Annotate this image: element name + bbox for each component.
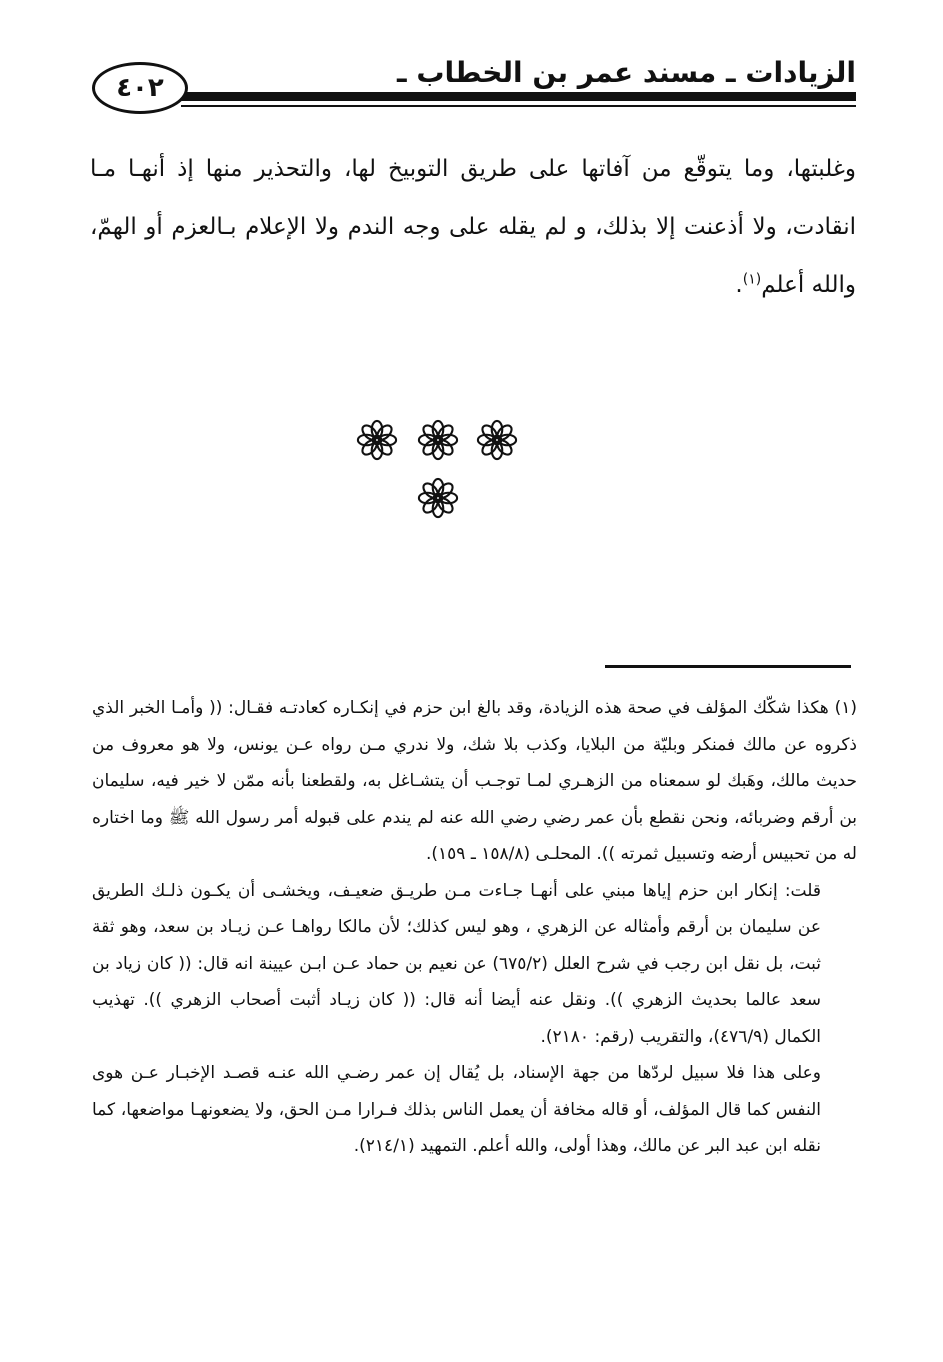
period: . — [735, 272, 743, 298]
page-header — [88, 52, 856, 122]
footnote-1-comment: قلت: إنكار ابن حزم إياها مبني على أنهـا جـاءت مـن طريـق ضعيـف، ويخشـى أن يكـون ذلـك الطريق عن سليمان بن أرقم وأمثاله عن الزهري ، وهو ليس كذلك؛ لأن مالكا رواهـا عـن زيـاد بن سعد، وهو ثقة ثبت، بل نقل ابن رجب في شرح العلل (٦٧٥/٢) عن نعيم بن حماد عـن ابـن عيينة انه قال: (( كان زياد بن سعد عالما بحديث الزهري )). ونقل عنه أيضا أنه قال: (( كان زيـاد أثبت أصحاب الزهري )). تهذيب الكمال (٤٧٦/٩)، والتقريب (رقم: ٢١٨٠). — [92, 880, 822, 1047]
flower-ornament-icon — [356, 419, 398, 461]
main-paragraph-text: وغلبتها، وما يتوقّع من آفاتها على طريق التوبيخ لها، والتحذير منها إذ أنهـا مـا انقادت، ولا أذعنت إلا بذلك، و لم يقله على وجه الندم ولا الإعلام بـالعزم أو الهمّ، والله أعلم — [90, 156, 856, 298]
section-ornaments — [350, 415, 530, 525]
footnote-1: (١) هكذا شكّك المؤلف في صحة هذه الزيادة، وقد بالغ ابن حزم في إنكـاره كعادتـه فقـال: (( وأمـا الخبر الذي ذكروه عن مالك فمنكر وبليّة من البلايا، وكذب بلا شك، ولا ندري مـن رواه عـن يونس، ولا هو معروف من حديث مالك، وهَبك لو سمعناه من الزهـري لمـا توجـب أن يتشـاغل به، ولقطعنا بأنه ممّن لا خير فيه، سليمان بن أرقم وضربائه، ونحن نقطع بأن عمر رضي رضي الله عنه لم يندم على قبوله أمر رسول الله ﷺ وما اختاره له من تحبيس أرضه وتسبيل ثمرته )). المحلـى (١٥٨/٨ ـ ١٥٩). — [92, 698, 857, 864]
footnote-reference: (١) — [742, 271, 762, 288]
footnotes — [92, 690, 857, 1165]
page-number: ٤٠٢ — [92, 62, 188, 114]
flower-ornament-icon — [476, 419, 518, 461]
footnote-1-conclusion: وعلى هذا فلا سبيل لردّها من جهة الإسناد، بل يُقال إن عمر رضـي الله عنـه قصـد الإخبـار عـن هوى النفس كما قال المؤلف، أو قاله مخافة أن يعمل الناس بذلك فـرارا مـن الحق، ولا يضعونهـا مواضعها، كما نقله ابن عبد البر عن مالك، وهذا أولى، والله أعلم. التمهيد (٢١٤/١). — [92, 1063, 821, 1156]
main-paragraph — [90, 140, 856, 314]
header-rule-thin — [181, 105, 856, 107]
flower-ornament-icon — [417, 477, 459, 519]
running-title: الزيادات ـ مسند عمر بن الخطاب ـ — [397, 56, 856, 89]
main-text — [90, 140, 856, 314]
flower-ornament-icon — [417, 419, 459, 461]
footnote-separator — [605, 665, 851, 668]
header-rule-thick — [181, 92, 856, 101]
